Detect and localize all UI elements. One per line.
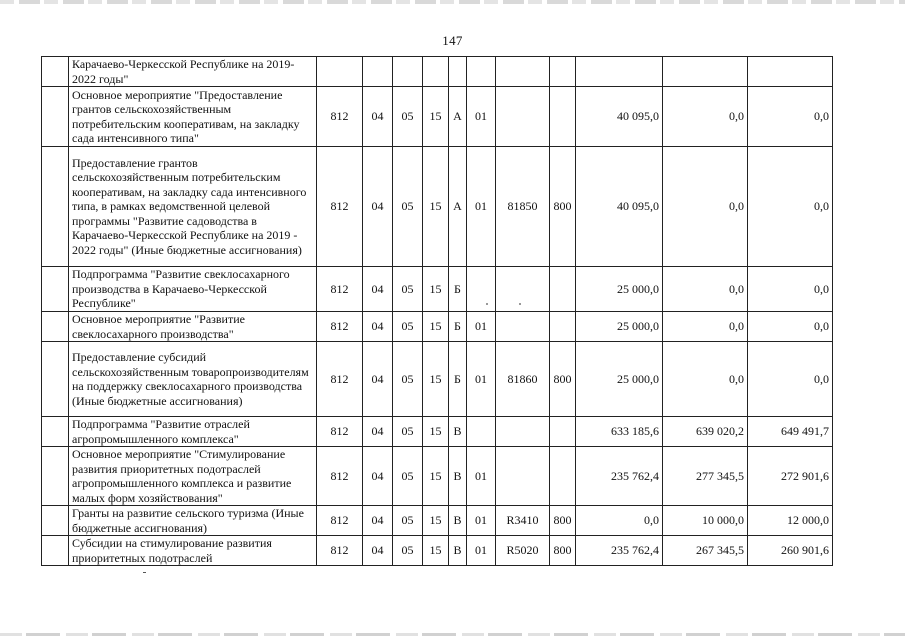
subsection-code-cell: 05 [393, 417, 423, 447]
section-code-cell: 04 [363, 267, 393, 312]
expense-type-cell [550, 57, 576, 87]
row-marker-cell [42, 506, 69, 536]
table-row [42, 417, 833, 447]
subprogram-code-cell: Б [449, 312, 467, 342]
expense-type-cell [550, 447, 576, 506]
expense-type-cell: 800 [550, 342, 576, 417]
amount-year1-cell: 25 000,0 [576, 312, 663, 342]
subsection-code-cell: 05 [393, 447, 423, 506]
item-name-cell: Предоставление грантов сельскохозяйственным потребительским кооперативам, на закладку сада интенсивного типа, в рамках ведомственной целевой программы "Развитие садоводства в Карачаево-Черкесской Республике на 2019 - 2022 годы" (Иные бюджетные ассигнования) [69, 147, 317, 267]
table-row [42, 506, 833, 536]
event-code-cell: 01 [467, 147, 496, 267]
amount-year3-cell: 272 901,6 [748, 447, 833, 506]
amount-year2-cell: 0,0 [663, 267, 748, 312]
section-code-cell: 04 [363, 312, 393, 342]
amount-year1-cell: 40 095,0 [576, 147, 663, 267]
section-code-cell: 04 [363, 447, 393, 506]
item-name-cell: Предоставление субсидий сельскохозяйственным товаропроизводителям на поддержку свеклосахарного производства (Иные бюджетные ассигнования) [69, 342, 317, 417]
amount-year2-cell: 267 345,5 [663, 536, 748, 566]
amount-year2-cell: 0,0 [663, 87, 748, 147]
item-name-cell: Карачаево-Черкесской Республике на 2019-2022 годы" [69, 57, 317, 87]
ministry-code-cell: 812 [317, 342, 363, 417]
subprogram-code-cell: В [449, 506, 467, 536]
ministry-code-cell: 812 [317, 506, 363, 536]
amount-year2-cell: 277 345,5 [663, 447, 748, 506]
budget-table [41, 56, 833, 566]
row-marker-cell [42, 87, 69, 147]
amount-year2-cell: 10 000,0 [663, 506, 748, 536]
direction-code-cell [496, 87, 550, 147]
event-code-cell: 01 [467, 506, 496, 536]
program-code-cell: 15 [423, 447, 449, 506]
subprogram-code-cell: В [449, 536, 467, 566]
ministry-code-cell: 812 [317, 87, 363, 147]
expense-type-cell [550, 417, 576, 447]
direction-code-cell [496, 267, 550, 312]
row-marker-cell [42, 447, 69, 506]
subsection-code-cell: 05 [393, 267, 423, 312]
section-code-cell: 04 [363, 87, 393, 147]
subsection-code-cell [393, 57, 423, 87]
table-row [42, 87, 833, 147]
amount-year1-cell: 235 762,4 [576, 536, 663, 566]
item-name-cell: Подпрограмма "Развитие свеклосахарного производства в Карачаево-Черкесской Республике" [69, 267, 317, 312]
amount-year1-cell: 40 095,0 [576, 87, 663, 147]
row-marker-cell [42, 312, 69, 342]
row-marker-cell [42, 536, 69, 566]
item-name-cell: Субсидии на стимулирование развития приоритетных подотраслей [69, 536, 317, 566]
item-name-cell: Основное мероприятие "Стимулирование развития приоритетных подотраслей агропромышленного комплекса и развитие малых форм хозяйствования" [69, 447, 317, 506]
amount-year2-cell [663, 57, 748, 87]
ministry-code-cell: 812 [317, 147, 363, 267]
amount-year2-cell: 0,0 [663, 342, 748, 417]
ministry-code-cell: 812 [317, 417, 363, 447]
amount-year1-cell: 25 000,0 [576, 342, 663, 417]
amount-year2-cell: 0,0 [663, 147, 748, 267]
subprogram-code-cell: В [449, 417, 467, 447]
item-name-cell: Гранты на развитие сельского туризма (Иные бюджетные ассигнования) [69, 506, 317, 536]
subsection-code-cell: 05 [393, 506, 423, 536]
scan-bottom-edge [0, 633, 905, 636]
event-code-cell: 01 [467, 312, 496, 342]
scan-top-edge [0, 0, 905, 4]
section-code-cell: 04 [363, 342, 393, 417]
amount-year2-cell: 0,0 [663, 312, 748, 342]
row-marker-cell [42, 57, 69, 87]
direction-code-cell: R3410 [496, 506, 550, 536]
ministry-code-cell: 812 [317, 312, 363, 342]
direction-code-cell: 81860 [496, 342, 550, 417]
amount-year3-cell: 260 901,6 [748, 536, 833, 566]
item-name-cell: Основное мероприятие "Предоставление грантов сельскохозяйственным потребительским кооперативам, на закладку сада интенсивного типа" [69, 87, 317, 147]
expense-type-cell: 800 [550, 147, 576, 267]
program-code-cell: 15 [423, 506, 449, 536]
amount-year1-cell: 0,0 [576, 506, 663, 536]
ministry-code-cell: 812 [317, 447, 363, 506]
table-row [42, 267, 833, 312]
amount-year2-cell: 639 020,2 [663, 417, 748, 447]
event-code-cell: 01 [467, 87, 496, 147]
amount-year1-cell [576, 57, 663, 87]
amount-year3-cell: 0,0 [748, 267, 833, 312]
expense-type-cell [550, 267, 576, 312]
page-number: 147 [442, 33, 463, 48]
subsection-code-cell: 05 [393, 147, 423, 267]
event-code-cell [467, 417, 496, 447]
item-name-cell: Основное мероприятие "Развитие свеклосахарного производства" [69, 312, 317, 342]
subprogram-code-cell: Б [449, 342, 467, 417]
section-code-cell [363, 57, 393, 87]
table-row [42, 342, 833, 417]
subprogram-code-cell [449, 57, 467, 87]
event-code-cell [467, 267, 496, 312]
event-code-cell [467, 57, 496, 87]
row-marker-cell [42, 417, 69, 447]
expense-type-cell: 800 [550, 536, 576, 566]
direction-code-cell [496, 312, 550, 342]
event-code-cell: 01 [467, 447, 496, 506]
amount-year3-cell: 0,0 [748, 342, 833, 417]
section-code-cell: 04 [363, 506, 393, 536]
amount-year3-cell: 12 000,0 [748, 506, 833, 536]
program-code-cell: 15 [423, 417, 449, 447]
ministry-code-cell: 812 [317, 267, 363, 312]
section-code-cell: 04 [363, 417, 393, 447]
table-row [42, 57, 833, 87]
amount-year1-cell: 235 762,4 [576, 447, 663, 506]
row-marker-cell [42, 147, 69, 267]
amount-year3-cell: 0,0 [748, 312, 833, 342]
direction-code-cell: 81850 [496, 147, 550, 267]
subprogram-code-cell: А [449, 87, 467, 147]
subsection-code-cell: 05 [393, 312, 423, 342]
scan-speck [486, 303, 488, 305]
subprogram-code-cell: А [449, 147, 467, 267]
amount-year1-cell: 633 185,6 [576, 417, 663, 447]
program-code-cell: 15 [423, 536, 449, 566]
direction-code-cell [496, 417, 550, 447]
subsection-code-cell: 05 [393, 87, 423, 147]
table-row [42, 312, 833, 342]
scan-speck [519, 303, 521, 305]
amount-year1-cell: 25 000,0 [576, 267, 663, 312]
event-code-cell: 01 [467, 536, 496, 566]
expense-type-cell [550, 87, 576, 147]
expense-type-cell [550, 312, 576, 342]
table-row [42, 147, 833, 267]
table-row [42, 536, 833, 566]
program-code-cell [423, 57, 449, 87]
program-code-cell: 15 [423, 312, 449, 342]
amount-year3-cell: 0,0 [748, 87, 833, 147]
direction-code-cell [496, 57, 550, 87]
section-code-cell: 04 [363, 147, 393, 267]
subprogram-code-cell: Б [449, 267, 467, 312]
expense-type-cell: 800 [550, 506, 576, 536]
section-code-cell: 04 [363, 536, 393, 566]
program-code-cell: 15 [423, 267, 449, 312]
event-code-cell: 01 [467, 342, 496, 417]
amount-year3-cell [748, 57, 833, 87]
direction-code-cell: R5020 [496, 536, 550, 566]
program-code-cell: 15 [423, 342, 449, 417]
amount-year3-cell: 0,0 [748, 147, 833, 267]
row-marker-cell [42, 342, 69, 417]
subsection-code-cell: 05 [393, 536, 423, 566]
subprogram-code-cell: В [449, 447, 467, 506]
ministry-code-cell: 812 [317, 536, 363, 566]
program-code-cell: 15 [423, 87, 449, 147]
item-name-cell: Подпрограмма "Развитие отраслей агропромышленного комплекса" [69, 417, 317, 447]
row-marker-cell [42, 267, 69, 312]
subsection-code-cell: 05 [393, 342, 423, 417]
scan-speck [143, 572, 146, 573]
direction-code-cell [496, 447, 550, 506]
amount-year3-cell: 649 491,7 [748, 417, 833, 447]
program-code-cell: 15 [423, 147, 449, 267]
budget-table-body [42, 57, 833, 566]
ministry-code-cell [317, 57, 363, 87]
table-row [42, 447, 833, 506]
